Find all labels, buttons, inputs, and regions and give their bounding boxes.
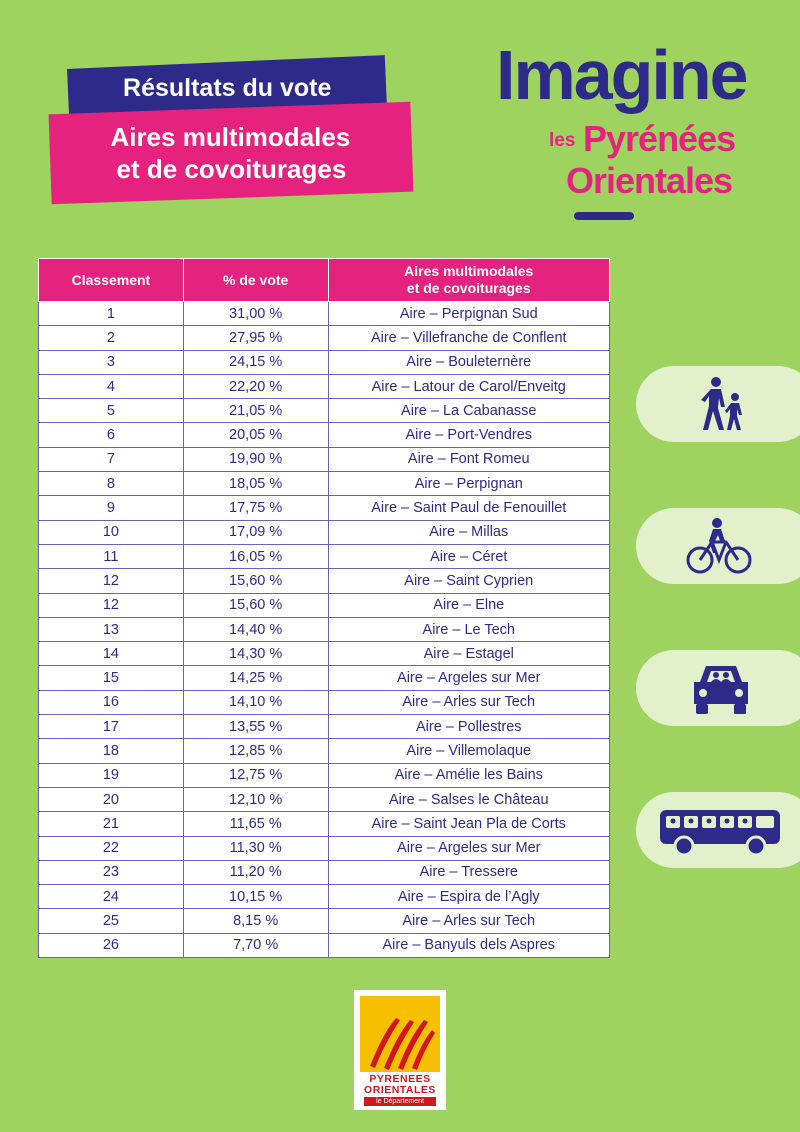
table-row (39, 350, 610, 374)
vote-cell: 14,30 % (183, 642, 328, 666)
area-cell: Aire – Bouleternère (328, 350, 609, 374)
rank-cell: 21 (39, 812, 184, 836)
area-cell: Aire – Salses le Château (328, 787, 609, 811)
table-row (39, 715, 610, 739)
table-row (39, 326, 610, 350)
rank-cell: 1 (39, 302, 184, 326)
rank-cell: 26 (39, 933, 184, 957)
rank-cell: 13 (39, 617, 184, 641)
table-row (39, 520, 610, 544)
area-cell: Aire – Amélie les Bains (328, 763, 609, 787)
area-cell: Aire – Port-Vendres (328, 423, 609, 447)
vote-cell: 31,00 % (183, 302, 328, 326)
carpool-pill (636, 650, 800, 726)
table-row (39, 569, 610, 593)
vote-cell: 12,85 % (183, 739, 328, 763)
table-row (39, 812, 610, 836)
subtitle-line-2: et de covoiturages (116, 153, 347, 184)
area-cell: Aire – Banyuls dels Aspres (328, 933, 609, 957)
area-cell: Aire – Perpignan (328, 472, 609, 496)
catalan-flag-emblem (360, 996, 440, 1072)
table-row (39, 933, 610, 957)
vote-cell: 12,75 % (183, 763, 328, 787)
vote-cell: 14,25 % (183, 666, 328, 690)
rank-cell: 8 (39, 472, 184, 496)
subtitle-banner (49, 102, 414, 205)
vote-cell: 20,05 % (183, 423, 328, 447)
vote-cell: 16,05 % (183, 544, 328, 568)
cyclist-icon (686, 516, 752, 576)
table-row (39, 642, 610, 666)
rank-cell: 11 (39, 544, 184, 568)
rank-cell: 3 (39, 350, 184, 374)
area-cell: Aire – Argeles sur Mer (328, 666, 609, 690)
area-cell: Aire – Espira de l’Agly (328, 885, 609, 909)
area-cell: Aire – Saint Paul de Fenouillet (328, 496, 609, 520)
bus-icon (658, 808, 782, 858)
vote-cell: 19,90 % (183, 447, 328, 471)
vote-cell: 21,05 % (183, 399, 328, 423)
area-cell: Aire – Font Romeu (328, 447, 609, 471)
subtitle-line-1: Aires multimodales (110, 122, 351, 153)
bus-pill (636, 792, 800, 868)
rank-cell: 25 (39, 909, 184, 933)
vote-cell: 17,09 % (183, 520, 328, 544)
header-area (328, 259, 609, 302)
table-row (39, 472, 610, 496)
area-cell: Aire – Pollestres (328, 715, 609, 739)
title-text: Résultats du vote (122, 73, 332, 102)
imagine-logo-pyrenees: Pyrénées (583, 118, 736, 159)
area-cell: Aire – Le Tech (328, 617, 609, 641)
table-row (39, 496, 610, 520)
table-row (39, 544, 610, 568)
claw-stripes-icon (360, 996, 440, 1072)
pedestrian-icon (698, 376, 750, 432)
table-row (39, 399, 610, 423)
rank-cell: 5 (39, 399, 184, 423)
area-cell: Aire – Arles sur Tech (328, 909, 609, 933)
table-header-row (39, 259, 610, 302)
table-row (39, 423, 610, 447)
vote-cell: 14,10 % (183, 690, 328, 714)
vote-cell: 15,60 % (183, 593, 328, 617)
area-cell: Aire – Estagel (328, 642, 609, 666)
vote-cell: 7,70 % (183, 933, 328, 957)
table-row (39, 909, 610, 933)
table-row (39, 836, 610, 860)
header-vote: % de vote (183, 259, 328, 302)
table-row (39, 617, 610, 641)
header-rank: Classement (39, 259, 184, 302)
results-table (38, 258, 610, 958)
area-cell: Aire – Villefranche de Conflent (328, 326, 609, 350)
department-logo (354, 990, 446, 1110)
area-cell: Aire – Villemolaque (328, 739, 609, 763)
rank-cell: 10 (39, 520, 184, 544)
table-row (39, 447, 610, 471)
table-row (39, 763, 610, 787)
area-cell: Aire – Tressere (328, 860, 609, 884)
imagine-logo-orientales: Orientales (566, 160, 733, 201)
table-row (39, 860, 610, 884)
vote-cell: 8,15 % (183, 909, 328, 933)
vote-cell: 18,05 % (183, 472, 328, 496)
table-row (39, 666, 610, 690)
area-cell: Aire – Millas (328, 520, 609, 544)
rank-cell: 20 (39, 787, 184, 811)
pedestrian-pill (636, 366, 800, 442)
rank-cell: 22 (39, 836, 184, 860)
imagine-logo-underline (574, 212, 634, 220)
header-area-line-1: Aires multimodales (404, 263, 534, 279)
vote-cell: 11,30 % (183, 836, 328, 860)
rank-cell: 6 (39, 423, 184, 447)
rank-cell: 12 (39, 569, 184, 593)
vote-cell: 17,75 % (183, 496, 328, 520)
rank-cell: 17 (39, 715, 184, 739)
rank-cell: 12 (39, 593, 184, 617)
table-row (39, 885, 610, 909)
table-row (39, 593, 610, 617)
rank-cell: 9 (39, 496, 184, 520)
department-name-line-1: PYRENEES (369, 1073, 431, 1085)
vote-cell: 15,60 % (183, 569, 328, 593)
imagine-logo-les: les (549, 130, 576, 151)
vote-cell: 13,55 % (183, 715, 328, 739)
vote-cell: 24,15 % (183, 350, 328, 374)
area-cell: Aire – Arles sur Tech (328, 690, 609, 714)
table-row (39, 690, 610, 714)
rank-cell: 24 (39, 885, 184, 909)
area-cell: Aire – La Cabanasse (328, 399, 609, 423)
department-name-line-2: ORIENTALES (364, 1084, 436, 1096)
rank-cell: 7 (39, 447, 184, 471)
vote-cell: 12,10 % (183, 787, 328, 811)
vote-cell: 10,15 % (183, 885, 328, 909)
rank-cell: 15 (39, 666, 184, 690)
table-row (39, 302, 610, 326)
area-cell: Aire – Saint Jean Pla de Corts (328, 812, 609, 836)
rank-cell: 14 (39, 642, 184, 666)
table-row (39, 374, 610, 398)
vote-cell: 22,20 % (183, 374, 328, 398)
header-area-line-2: et de covoiturages (406, 280, 531, 296)
vote-cell: 27,95 % (183, 326, 328, 350)
rank-cell: 19 (39, 763, 184, 787)
rank-cell: 16 (39, 690, 184, 714)
area-cell: Aire – Latour de Carol/Enveitg (328, 374, 609, 398)
vote-cell: 11,20 % (183, 860, 328, 884)
vote-cell: 14,40 % (183, 617, 328, 641)
cyclist-pill (636, 508, 800, 584)
area-cell: Aire – Elne (328, 593, 609, 617)
table-row (39, 787, 610, 811)
area-cell: Aire – Saint Cyprien (328, 569, 609, 593)
department-tagline: le Département (364, 1097, 436, 1106)
vote-cell: 11,65 % (183, 812, 328, 836)
rank-cell: 2 (39, 326, 184, 350)
carpool-car-icon (690, 662, 752, 716)
table-row (39, 739, 610, 763)
imagine-logo: Imagine (496, 36, 747, 114)
area-cell: Aire – Argeles sur Mer (328, 836, 609, 860)
area-cell: Aire – Perpignan Sud (328, 302, 609, 326)
rank-cell: 4 (39, 374, 184, 398)
area-cell: Aire – Céret (328, 544, 609, 568)
rank-cell: 23 (39, 860, 184, 884)
rank-cell: 18 (39, 739, 184, 763)
